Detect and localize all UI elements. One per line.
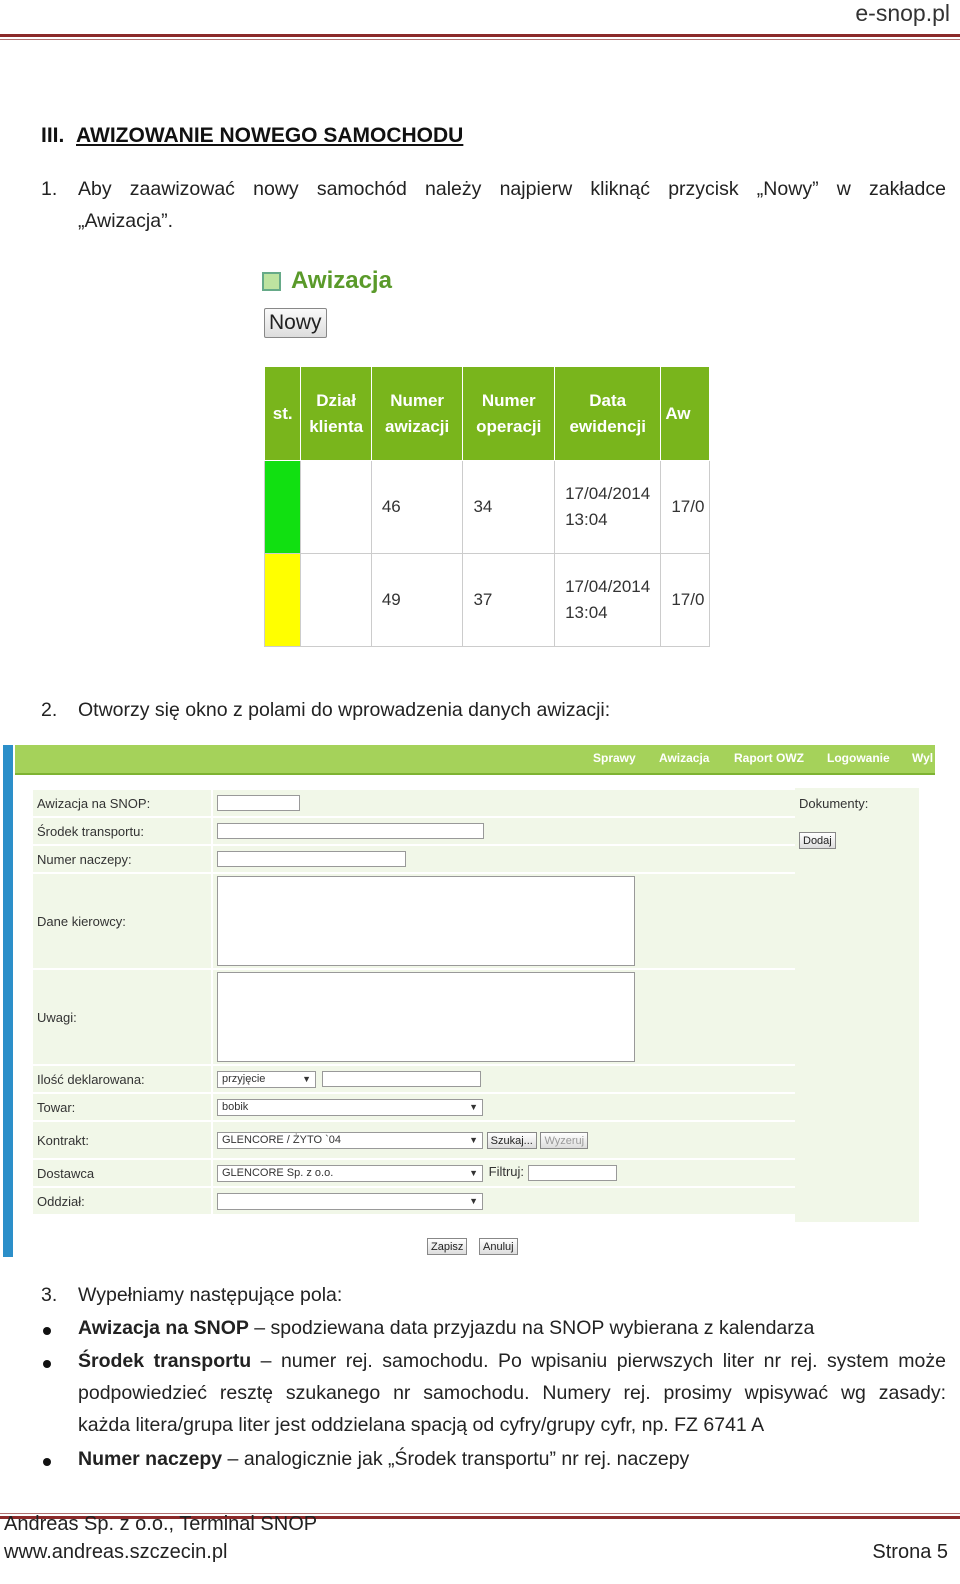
table-header-row [265, 367, 710, 461]
dropdown-arrow-icon: ▼ [469, 1101, 478, 1112]
step3-text: Wypełniamy następujące pola: [78, 1284, 343, 1306]
search-button[interactable]: Szukaj... [487, 1132, 537, 1149]
bullet-awizacja: Awizacja na SNOP – spodziewana data przyjazdu na SNOP wybierana z kalendarza [78, 1317, 815, 1339]
field-label: Awizacja na SNOP: [32, 789, 212, 817]
table-cell: 17/0 [661, 461, 710, 554]
awizacja-form-screenshot [3, 745, 935, 1260]
awizacja-heading: Awizacja [262, 267, 392, 295]
bullet-naczepa: Numer naczepy – analogicznie jak „Środek transportu” nr rej. naczepy [78, 1448, 690, 1470]
footer-company: Andreas Sp. z o.o., Terminal SNOP [4, 1513, 318, 1535]
nav-item-raport[interactable]: Raport OWZ [734, 751, 804, 765]
awizacja-list-screenshot [262, 262, 710, 654]
nav-item-sprawy[interactable]: Sprawy [593, 751, 636, 765]
grid-icon [262, 272, 281, 291]
trailer-input[interactable] [217, 851, 406, 867]
left-border [3, 745, 13, 1257]
bullet-srodek-line3: każda litera/grupa liter jest oddzielana spacją od cyfry/grupy cyfr, np. FZ 6741 A [78, 1414, 765, 1436]
reset-button[interactable]: Wyzeruj [540, 1132, 588, 1149]
vehicle-input[interactable] [217, 823, 484, 839]
nav-item-logowanie[interactable]: Logowanie [827, 751, 890, 765]
field-label: Środek transportu: [32, 817, 212, 845]
step2-number: 2. [41, 699, 58, 721]
bullet [43, 1360, 51, 1368]
save-button[interactable]: Zapisz [427, 1238, 467, 1255]
awizacja-table [264, 366, 710, 647]
new-button[interactable]: Nowy [264, 308, 327, 338]
bullet [43, 1458, 51, 1466]
status-cell [265, 554, 301, 647]
table-row[interactable] [265, 554, 710, 647]
add-document-button[interactable]: Dodaj [799, 832, 836, 849]
col-header[interactable]: Dział klienta [301, 367, 371, 461]
step1-text: Aby zaawizować nowy samochód należy najpierw kliknąć przycisk „Nowy” w zakładce [78, 178, 946, 200]
field-label: Kontrakt: [32, 1121, 212, 1159]
table-cell: 17/04/2014 13:04 [555, 461, 661, 554]
branch-select[interactable] [217, 1193, 483, 1210]
nav-item-awizacja[interactable]: Awizacja [659, 751, 710, 765]
contract-select[interactable]: GLENCORE / ŻYTO `04 ▼ [217, 1132, 483, 1149]
table-cell [301, 461, 371, 554]
goods-select[interactable]: bobik ▼ [217, 1099, 483, 1116]
quantity-input[interactable] [322, 1071, 481, 1087]
table-cell: 34 [463, 461, 555, 554]
step1-text-line2: „Awizacja”. [78, 210, 173, 232]
dropdown-arrow-icon: ▼ [469, 1167, 478, 1178]
top-nav [15, 745, 935, 775]
filter-label: Filtruj: [488, 1164, 525, 1180]
step3-number: 3. [41, 1284, 58, 1306]
header-rule-thin [0, 39, 960, 40]
bullet-srodek-line2: podpowiedzieć resztę szukanego nr samochodu. Numery rej. prosimy wpisywać wg zasady: [78, 1382, 946, 1404]
awizacja-form [31, 788, 801, 1216]
cancel-button[interactable]: Anuluj [479, 1238, 518, 1255]
table-cell: 17/04/2014 13:04 [555, 554, 661, 647]
table-cell: 17/0 [661, 554, 710, 647]
col-header[interactable]: Numer awizacji [371, 367, 463, 461]
status-cell [265, 461, 301, 554]
dropdown-arrow-icon: ▼ [469, 1134, 478, 1145]
dropdown-arrow-icon: ▼ [469, 1195, 478, 1206]
table-cell: 46 [371, 461, 463, 554]
footer-url: www.andreas.szczecin.pl [4, 1541, 228, 1563]
step1-number: 1. [41, 178, 58, 200]
filter-input[interactable] [528, 1165, 617, 1181]
field-label: Uwagi: [32, 969, 212, 1065]
documents-label: Dokumenty: [799, 796, 869, 811]
site-name: e-snop.pl [855, 0, 950, 26]
table-cell: 37 [463, 554, 555, 647]
supplier-select[interactable]: GLENCORE Sp. z o.o. ▼ [217, 1165, 483, 1182]
field-label: Towar: [32, 1093, 212, 1121]
driver-textarea[interactable] [217, 876, 635, 966]
documents-panel [795, 788, 919, 1222]
col-header[interactable]: st. [265, 367, 301, 461]
nav-item-wyloguj[interactable]: Wyl [912, 751, 934, 765]
dropdown-arrow-icon: ▼ [302, 1073, 311, 1084]
quantity-type-select[interactable]: przyjęcie ▼ [217, 1071, 316, 1088]
field-label: Dane kierowcy: [32, 873, 212, 969]
field-label: Numer naczepy: [32, 845, 212, 873]
col-header[interactable]: Data ewidencji [555, 367, 661, 461]
field-label: Ilość deklarowana: [32, 1065, 212, 1093]
field-label: Oddział: [32, 1187, 212, 1215]
notes-textarea[interactable] [217, 972, 635, 1062]
table-cell [301, 554, 371, 647]
bullet [43, 1327, 51, 1335]
page-number: Strona 5 [872, 1541, 948, 1563]
field-label: Dostawca [32, 1159, 212, 1187]
awizacja-date-input[interactable] [217, 795, 300, 811]
section-title: III. AWIZOWANIE NOWEGO SAMOCHODU [41, 124, 464, 147]
step2-text: Otworzy się okno z polami do wprowadzenia danych awizacji: [78, 699, 611, 721]
table-row[interactable] [265, 461, 710, 554]
header-rule [0, 34, 960, 37]
table-cell: 49 [371, 554, 463, 647]
bullet-srodek: Środek transportu – numer rej. samochodu. Po wpisaniu pierwszych liter nr rej. system może [78, 1350, 946, 1372]
col-header[interactable]: Numer operacji [463, 367, 555, 461]
col-header[interactable]: Aw [661, 367, 710, 461]
